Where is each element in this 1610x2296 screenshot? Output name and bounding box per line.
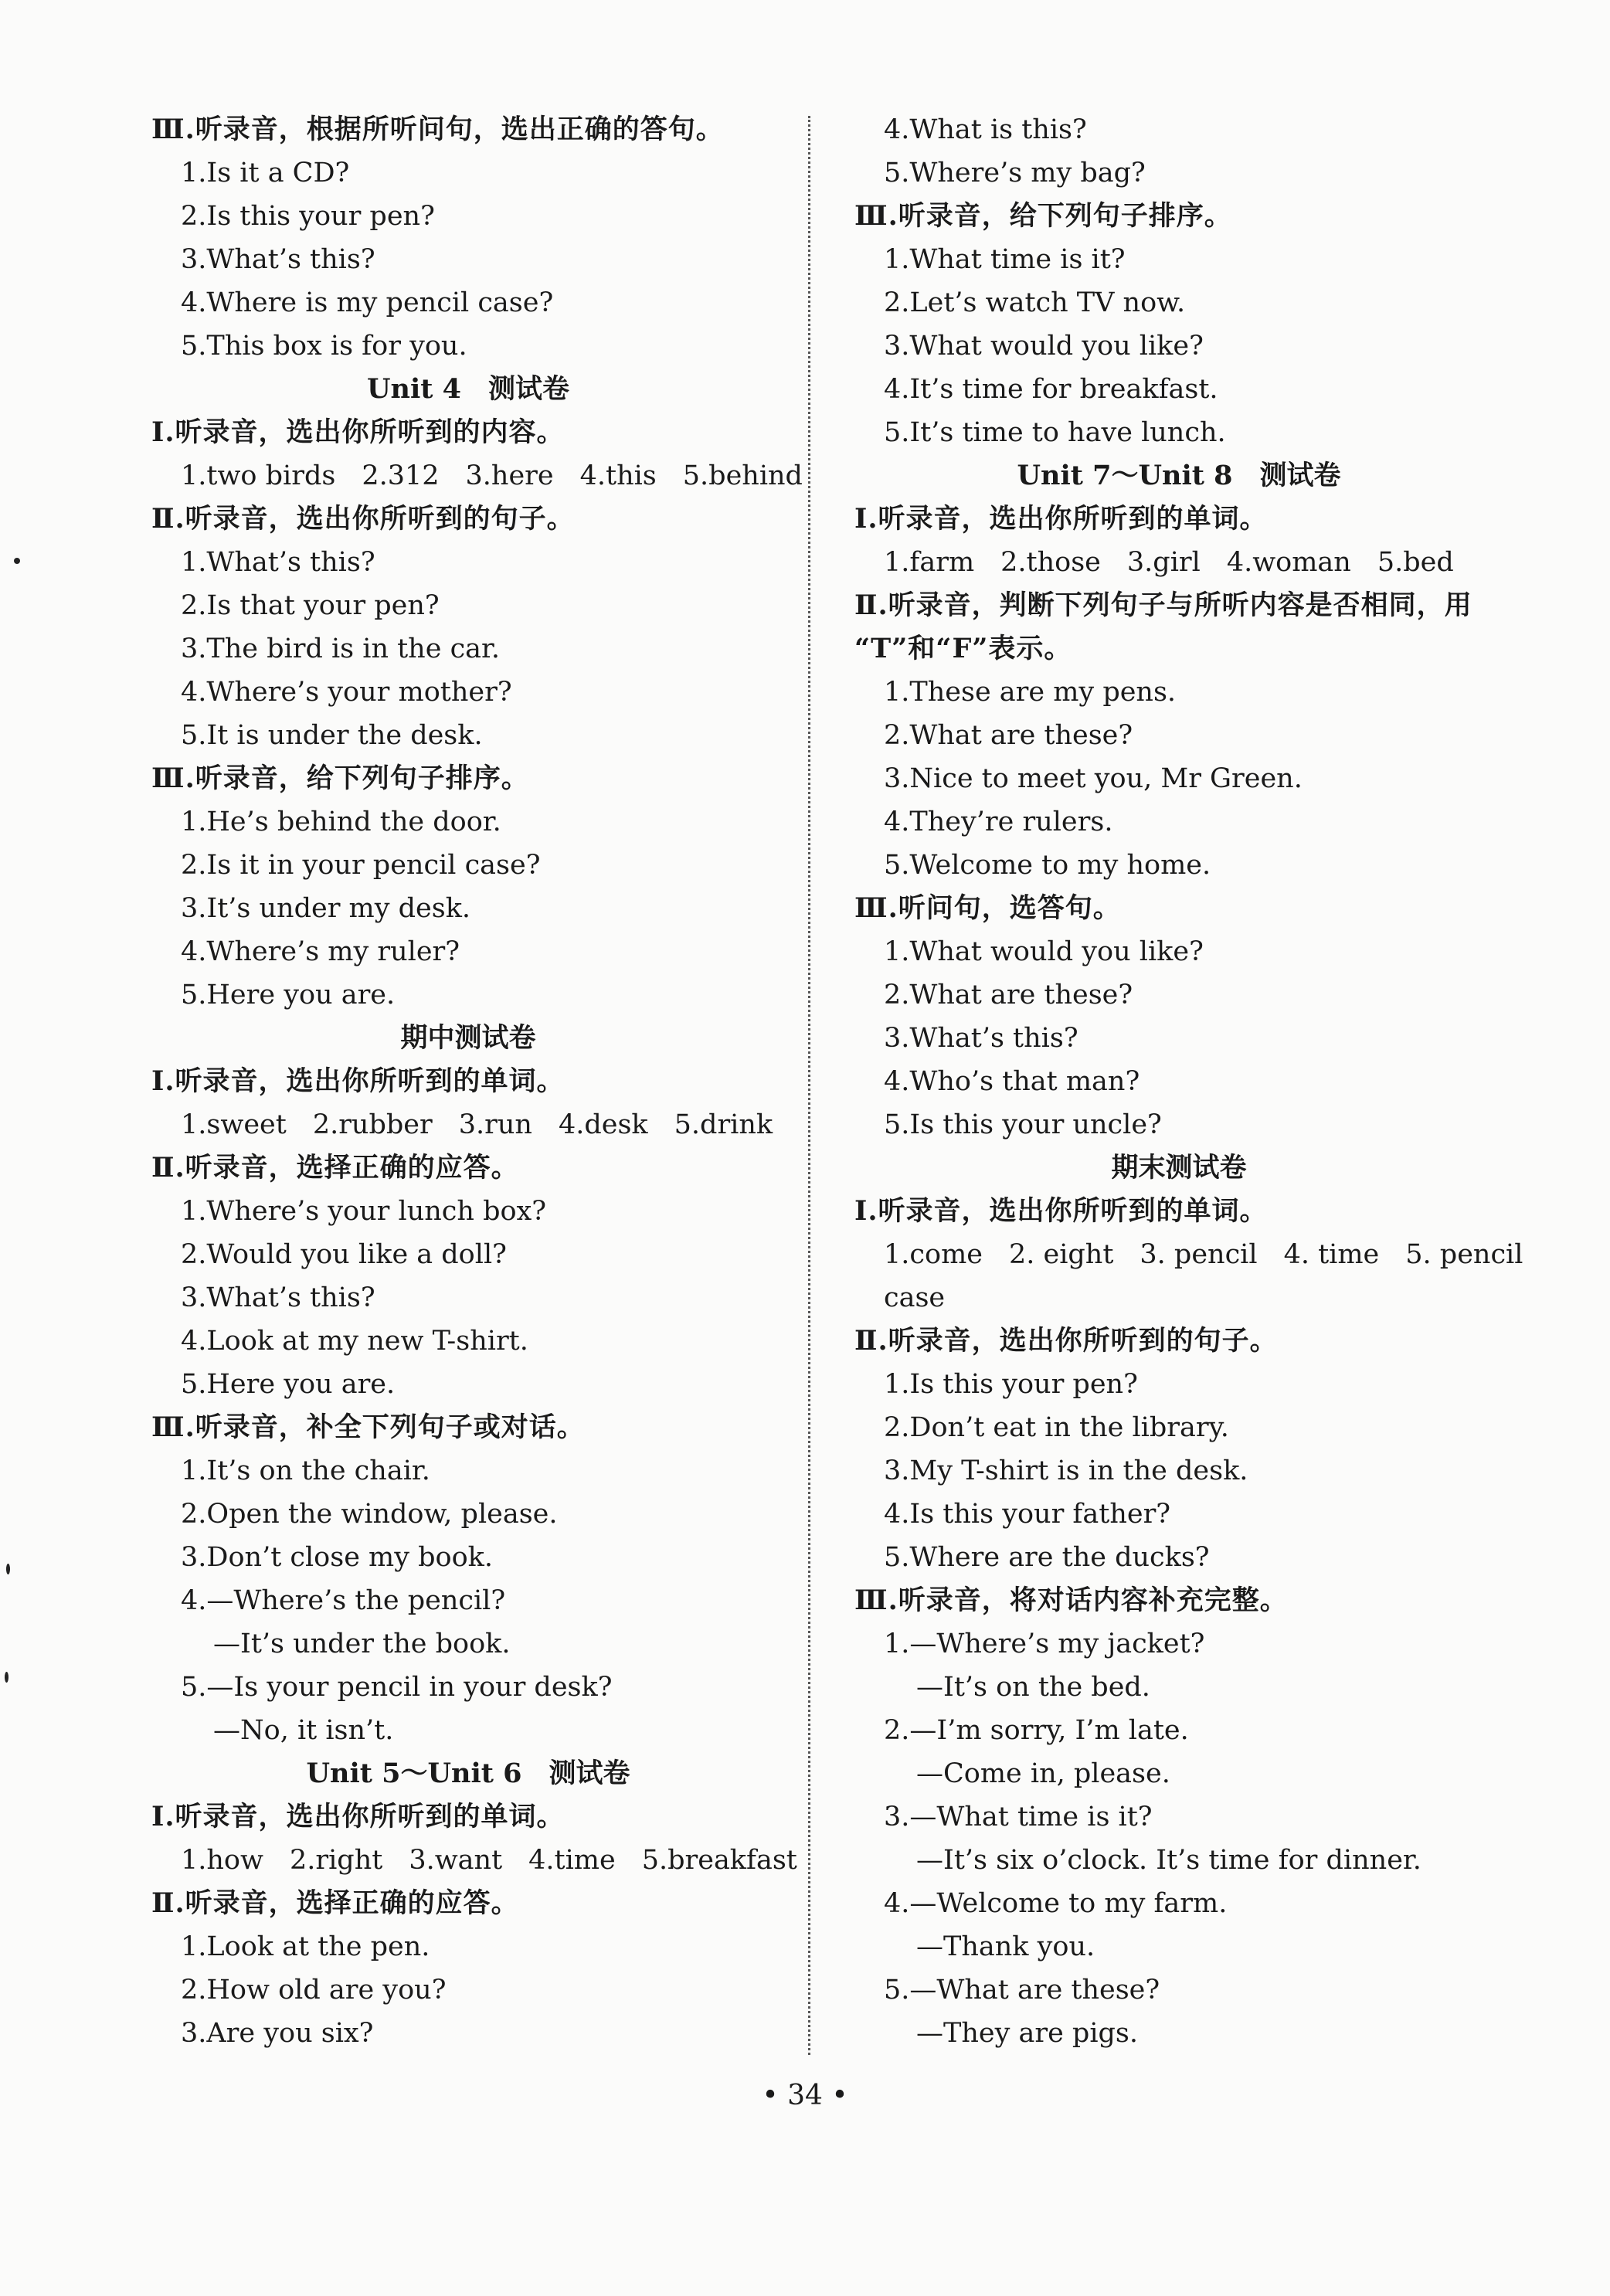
- section-heading: Ⅱ.听录音，选出你所听到的句子。: [854, 1325, 1278, 1357]
- list-item: 1.Is this your pen?: [884, 1369, 1138, 1400]
- word-item: 2.312: [362, 460, 440, 491]
- section-heading: Ⅲ.听录音，给下列句子排序。: [151, 763, 529, 794]
- section-heading: Ⅲ.听录音，根据所听问句，选出正确的答句。: [151, 114, 724, 145]
- word-item: 5.drink: [674, 1109, 773, 1140]
- list-item: 1.Look at the pen.: [181, 1931, 430, 1962]
- list-item: 3.Don’t close my book.: [181, 1542, 494, 1573]
- list-item: 5.This box is for you.: [181, 331, 467, 362]
- word-item: 2.right: [289, 1845, 383, 1876]
- dialog-reply: —It’s under the book.: [213, 1629, 511, 1659]
- list-item: 5.Here you are.: [181, 1369, 396, 1400]
- section-heading: Ⅱ.听录音，选出你所听到的句子。: [151, 503, 575, 535]
- list-item: 5.—Is your pencil in your desk?: [181, 1672, 613, 1703]
- list-item: 3.What’s this?: [884, 1023, 1078, 1054]
- list-item: 4.They’re rulers.: [884, 807, 1113, 837]
- list-item: 5.It’s time to have lunch.: [884, 417, 1226, 448]
- section-heading: Ⅱ.听录音，选择正确的应答。: [151, 1887, 519, 1919]
- list-item: 1.Where’s your lunch box?: [181, 1196, 547, 1227]
- section-heading-cont: “T”和“F”表示。: [854, 633, 1072, 664]
- list-item: 1.Is it a CD?: [181, 158, 350, 189]
- section-heading: Ⅲ.听录音，将对话内容补充完整。: [854, 1584, 1288, 1616]
- word-item: 1.sweet: [181, 1109, 287, 1140]
- list-item: 3.What’s this?: [181, 244, 375, 275]
- dialog-question: 3.—What time is it?: [884, 1802, 1153, 1832]
- dialog-question: 2.—I’m sorry, I’m late.: [884, 1715, 1189, 1746]
- list-item: 3.Nice to meet you, Mr Green.: [884, 763, 1303, 794]
- word-item: 4. time: [1283, 1239, 1380, 1270]
- test-title-unit78: Unit 7～Unit 8 测试卷: [1017, 460, 1341, 491]
- word-list-wrap: case: [884, 1282, 946, 1313]
- right-column: [847, 108, 1523, 2055]
- section-heading: Ⅰ.听录音，选出你所听到的单词。: [854, 1195, 1268, 1227]
- list-item: 1.What’s this?: [181, 547, 375, 578]
- list-item: 4.It’s time for breakfast.: [884, 374, 1218, 405]
- test-title-unit56: Unit 5～Unit 6 测试卷: [306, 1758, 630, 1789]
- word-item: 2.rubber: [312, 1109, 433, 1140]
- dialog-question: 4.—Welcome to my farm.: [884, 1888, 1228, 1919]
- list-item: 2.Open the window, please.: [181, 1499, 558, 1530]
- list-item: 2.What are these?: [884, 720, 1133, 751]
- list-item: 1.What time is it?: [884, 244, 1126, 275]
- list-item: 4.Where is my pencil case?: [181, 287, 554, 318]
- word-list: [144, 1103, 793, 1146]
- list-item: 2.What are these?: [884, 980, 1133, 1010]
- left-column: [144, 108, 803, 2055]
- page-number: • 34 •: [762, 2080, 848, 2111]
- list-item: 5.Welcome to my home.: [884, 850, 1211, 881]
- word-item: 5. pencil: [1405, 1239, 1523, 1270]
- list-item: 2.Is that your pen?: [181, 590, 440, 621]
- scan-speck: [14, 558, 20, 564]
- word-item: 5.breakfast: [641, 1845, 797, 1876]
- word-item: 2. eight: [1008, 1239, 1114, 1270]
- list-item: 3.What would you like?: [884, 331, 1204, 362]
- word-item: 3.want: [409, 1845, 503, 1876]
- list-item: 4.—Where’s the pencil?: [181, 1585, 506, 1616]
- word-item: 4.desk: [558, 1109, 648, 1140]
- list-item: 2.Don’t eat in the library.: [884, 1412, 1229, 1443]
- list-item: 4.Who’s that man?: [884, 1066, 1140, 1097]
- dialog-question: 1.—Where’s my jacket?: [884, 1629, 1205, 1659]
- word-item: 4.time: [528, 1845, 616, 1876]
- list-item: 5.Where’s my bag?: [884, 158, 1146, 189]
- dialog-reply: —Thank you.: [916, 1931, 1095, 1962]
- dialog-reply: —No, it isn’t.: [213, 1715, 394, 1746]
- word-list: [847, 1233, 1523, 1276]
- word-item: 5.bed: [1377, 547, 1454, 578]
- dialog-reply: —Come in, please.: [916, 1758, 1170, 1789]
- list-item: 1.These are my pens.: [884, 677, 1177, 708]
- section-heading: Ⅰ.听录音，选出你所听到的单词。: [151, 1801, 565, 1832]
- list-item: 1.It’s on the chair.: [181, 1455, 430, 1486]
- word-item: 1.how: [181, 1845, 263, 1876]
- section-heading: Ⅰ.听录音，选出你所听到的内容。: [151, 416, 565, 448]
- word-item: 5.behind: [682, 460, 803, 491]
- word-item: 3.here: [465, 460, 554, 491]
- word-item: 4.this: [579, 460, 657, 491]
- section-heading: Ⅱ.听录音，选择正确的应答。: [151, 1152, 519, 1184]
- column-divider: [808, 116, 810, 2055]
- list-item: 5.Where are the ducks?: [884, 1542, 1210, 1573]
- word-list: [144, 454, 803, 498]
- list-item: 2.Let’s watch TV now.: [884, 287, 1186, 318]
- word-item: 1.come: [884, 1239, 983, 1270]
- list-item: 1.He’s behind the door.: [181, 807, 501, 837]
- list-item: 4.Where’s my ruler?: [181, 936, 460, 967]
- list-item: 5.Is this your uncle?: [884, 1109, 1162, 1140]
- list-item: 3.Are you six?: [181, 2018, 374, 2049]
- section-heading: Ⅲ.听录音，补全下列句子或对话。: [151, 1411, 585, 1443]
- word-item: 1.farm: [884, 547, 975, 578]
- word-item: 3.girl: [1126, 547, 1201, 578]
- test-title-unit4: Unit 4 测试卷: [367, 373, 569, 405]
- list-item: 3.My T-shirt is in the desk.: [884, 1455, 1248, 1486]
- section-heading: Ⅲ.听问句，选答句。: [854, 892, 1121, 924]
- test-title-final: 期末测试卷: [1111, 1152, 1247, 1184]
- word-item: 3. pencil: [1140, 1239, 1258, 1270]
- list-item: 2.Is this your pen?: [181, 201, 435, 232]
- dialog-question: 5.—What are these?: [884, 1975, 1160, 2006]
- section-heading: Ⅰ.听录音，选出你所听到的单词。: [854, 503, 1268, 535]
- list-item: 1.What would you like?: [884, 936, 1204, 967]
- list-item: 4.What is this?: [884, 114, 1087, 145]
- dialog-reply: —It’s six o’clock. It’s time for dinner.: [916, 1845, 1421, 1876]
- word-list: [847, 541, 1511, 584]
- test-title-midterm: 期中测试卷: [400, 1022, 536, 1054]
- dialog-reply: —They are pigs.: [916, 2018, 1139, 2049]
- dialog-reply: —It’s on the bed.: [916, 1672, 1150, 1703]
- list-item: 5.Here you are.: [181, 980, 396, 1010]
- list-item: 3.It’s under my desk.: [181, 893, 471, 924]
- list-item: 2.How old are you?: [181, 1975, 447, 2006]
- word-item: 1.two birds: [181, 460, 336, 491]
- list-item: 3.What’s this?: [181, 1282, 375, 1313]
- word-list: [144, 1839, 797, 1882]
- list-item: 4.Look at my new T-shirt.: [181, 1326, 528, 1357]
- word-item: 3.run: [458, 1109, 532, 1140]
- word-item: 2.those: [1000, 547, 1101, 578]
- list-item: 4.Is this your father?: [884, 1499, 1171, 1530]
- word-item: 4.woman: [1226, 547, 1351, 578]
- section-heading: Ⅲ.听录音，给下列句子排序。: [854, 200, 1232, 232]
- list-item: 2.Is it in your pencil case?: [181, 850, 541, 881]
- section-heading: Ⅱ.听录音，判断下列句子与所听内容是否相同，用: [854, 589, 1472, 621]
- list-item: 3.The bird is in the car.: [181, 633, 501, 664]
- scan-speck: [6, 1564, 10, 1574]
- list-item: 5.It is under the desk.: [181, 720, 483, 751]
- list-item: 2.Would you like a doll?: [181, 1239, 507, 1270]
- list-item: 4.Where’s your mother?: [181, 677, 512, 708]
- scan-speck: [5, 1672, 8, 1683]
- section-heading: Ⅰ.听录音，选出你所听到的单词。: [151, 1065, 565, 1097]
